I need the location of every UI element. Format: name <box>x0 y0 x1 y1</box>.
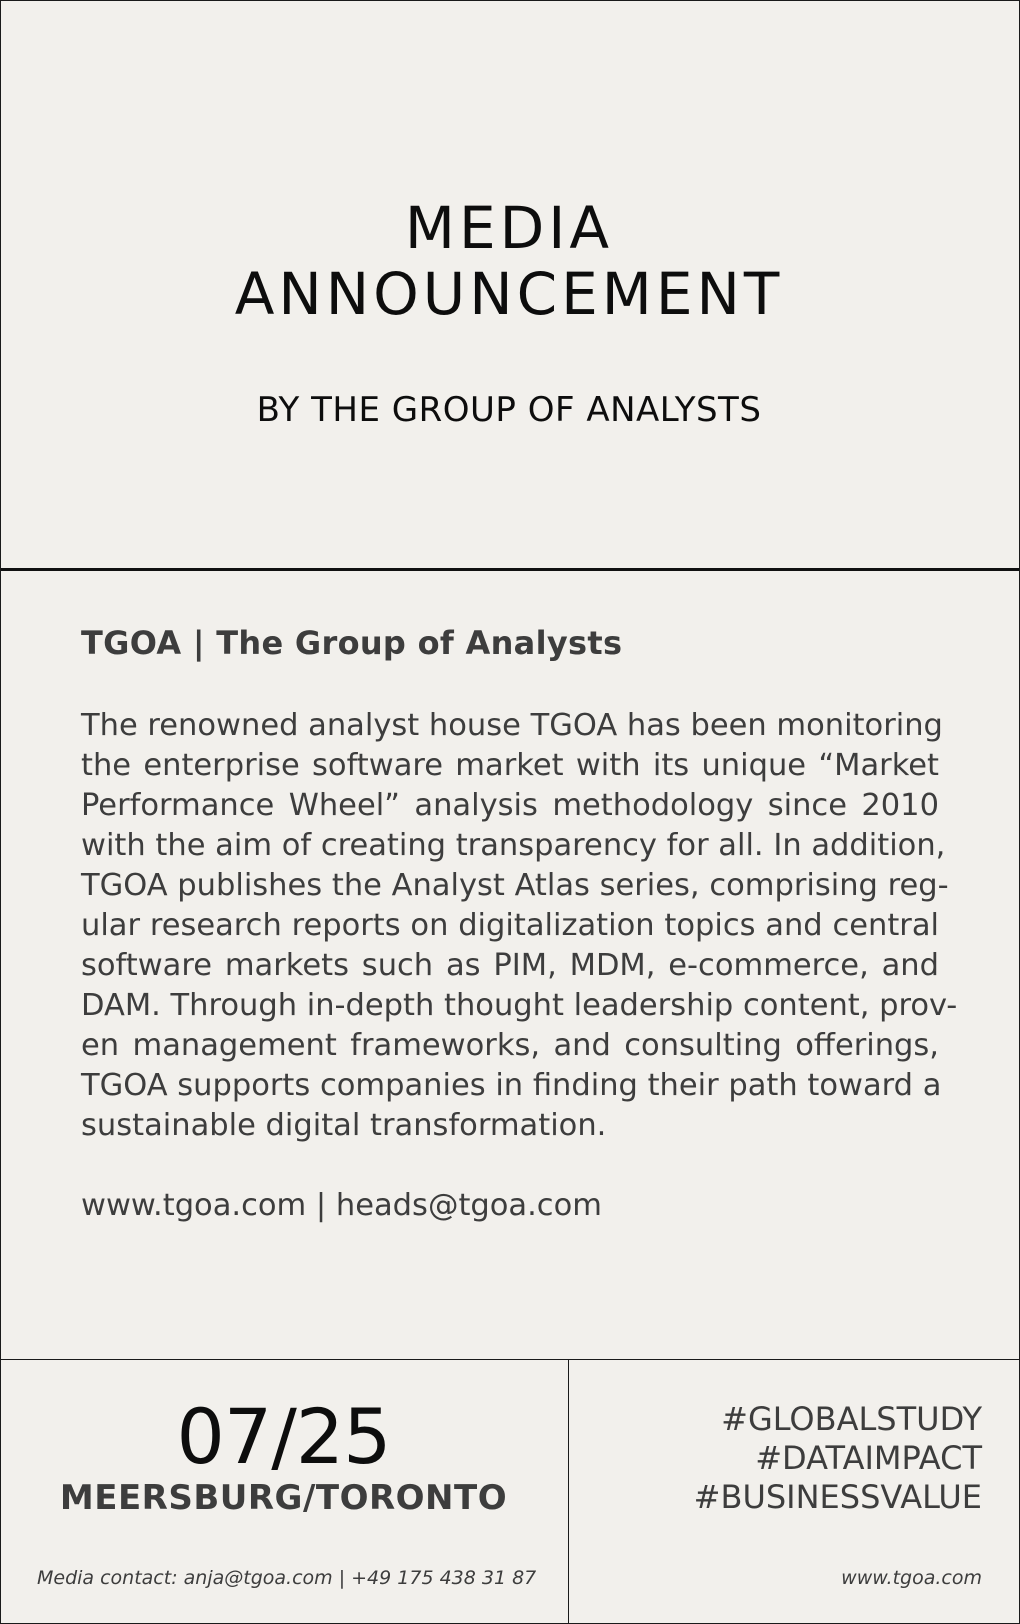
paragraph-line: the enterprise software market with its unique “Market <box>81 748 939 783</box>
page-title <box>0 195 1018 327</box>
body-heading: TGOA | The Group of Analysts <box>81 624 623 662</box>
hashtag-list <box>694 1400 982 1517</box>
paragraph-line: The renowned analyst house TGOA has been monitoring <box>81 708 943 743</box>
paragraph-line: software markets such as PIM, MDM, e-commerce, and <box>81 948 939 983</box>
paragraph-line: sustainable digital transformation. <box>81 1108 607 1143</box>
hashtag: #GLOBALSTUDY <box>721 1400 982 1438</box>
paragraph-line: TGOA publishes the Analyst Atlas series, comprising reg- <box>81 868 949 903</box>
paragraph-line: en management frameworks, and consulting offerings, <box>81 1028 939 1063</box>
footer-divider <box>568 1360 569 1624</box>
contact-links[interactable]: www.tgoa.com | heads@tgoa.com <box>81 1188 602 1223</box>
title-line-2: ANNOUNCEMENT <box>234 260 784 328</box>
paragraph-line: with the aim of creating transparency for all. In addition, <box>81 828 946 863</box>
hashtag: #DATAIMPACT <box>755 1439 982 1477</box>
hashtag: #BUSINESSVALUE <box>693 1478 982 1516</box>
body-paragraph <box>81 706 958 1146</box>
footer-website-link[interactable]: www.tgoa.com <box>841 1567 982 1589</box>
announcement-location: MEERSBURG/TORONTO <box>59 1478 508 1518</box>
title-line-1: MEDIA <box>404 194 614 262</box>
page-subtitle: BY THE GROUP OF ANALYSTS <box>256 390 762 430</box>
paragraph-line: Performance Wheel” analysis methodology since 2010 <box>81 788 939 823</box>
paragraph-line: TGOA supports companies in finding their path toward a <box>81 1068 942 1103</box>
paragraph-line: ular research reports on digitalization topics and central <box>81 908 939 943</box>
media-contact: Media contact: anja@tgoa.com | +49 175 438 31 87 <box>37 1567 537 1589</box>
announcement-date: 07/25 <box>176 1392 391 1481</box>
paragraph-line: DAM. Through in-depth thought leadership content, prov- <box>81 988 958 1023</box>
